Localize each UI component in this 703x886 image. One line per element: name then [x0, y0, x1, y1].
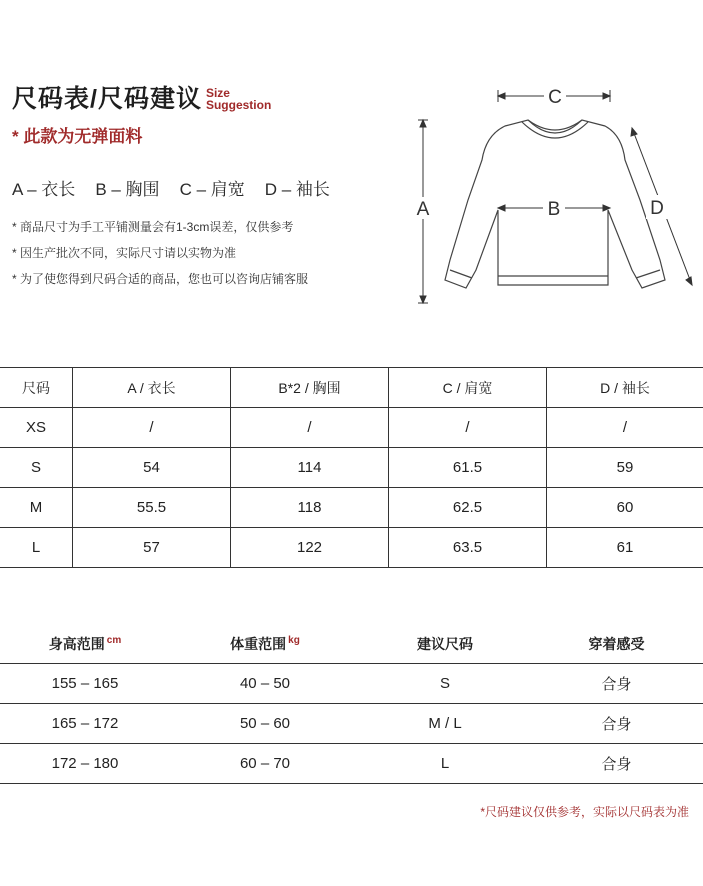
cell: /	[231, 408, 389, 448]
col-header-b: B*2 / 胸围	[231, 368, 389, 408]
footnote: *尺码建议仅供参考，实际以尺码表为准	[480, 805, 689, 819]
recommendation-header	[0, 624, 703, 664]
diagram-label-b: B	[547, 199, 561, 220]
table-row	[0, 664, 703, 704]
col-header-d: D / 袖长	[547, 368, 703, 408]
cell: 165 – 172	[0, 704, 170, 744]
cell: 50 – 60	[170, 704, 360, 744]
cell: L	[360, 744, 530, 784]
table-row	[0, 704, 703, 744]
cell: 61	[547, 528, 703, 568]
cell: 合身	[530, 664, 703, 704]
note-1: * 商品尺寸为手工平铺测量会有1-3cm误差，仅供参考	[12, 220, 294, 234]
col-header-fit: 穿着感受	[530, 624, 703, 664]
cell: 合身	[530, 704, 703, 744]
notes	[12, 218, 308, 296]
cell: 118	[231, 488, 389, 528]
cell: 122	[231, 528, 389, 568]
title-row	[12, 84, 271, 114]
page-title-english	[206, 87, 271, 111]
cell: 155 – 165	[0, 664, 170, 704]
col-header-weight	[170, 624, 360, 664]
cell: /	[389, 408, 547, 448]
cell: /	[547, 408, 703, 448]
table-row	[0, 448, 703, 488]
cell: 61.5	[389, 448, 547, 488]
cell: 114	[231, 448, 389, 488]
col-header-size: 尺码	[0, 368, 73, 408]
title-en-line2: Suggestion	[205, 98, 272, 112]
cell: 172 – 180	[0, 744, 170, 784]
note-2: * 因生产批次不同，实际尺寸请以实物为准	[12, 246, 237, 260]
table-row	[0, 408, 703, 448]
legend-d: D – 袖长	[264, 180, 330, 199]
col-header-recommended-size: 建议尺码	[360, 624, 530, 664]
col-header-c: C / 肩宽	[389, 368, 547, 408]
table-row	[0, 744, 703, 784]
fabric-note: * 此款为无弹面料	[12, 127, 143, 146]
cell: L	[0, 528, 73, 568]
legend-a: A – 衣长	[12, 180, 76, 199]
legend-c: C – 肩宽	[179, 180, 245, 199]
cell: 62.5	[389, 488, 547, 528]
cell: 57	[73, 528, 231, 568]
cell: S	[0, 448, 73, 488]
col-header-a: A / 衣长	[73, 368, 231, 408]
unit-cm: cm	[106, 634, 122, 646]
cell: M	[0, 488, 73, 528]
cell: 54	[73, 448, 231, 488]
diagram-label-a: A	[416, 199, 430, 220]
cell: XS	[0, 408, 73, 448]
size-recommendation-table	[0, 624, 703, 784]
cell: 40 – 50	[170, 664, 360, 704]
collar	[528, 120, 582, 133]
note-3: * 为了使您得到尺码合适的商品，您也可以咨询店铺客服	[12, 272, 309, 286]
diagram-label-d: D	[650, 198, 664, 219]
legend-b: B – 胸围	[95, 180, 160, 199]
sweater-measurement-diagram	[410, 80, 700, 320]
cell: 59	[547, 448, 703, 488]
col-header-height	[0, 624, 170, 664]
cell: 60	[547, 488, 703, 528]
cell: S	[360, 664, 530, 704]
cell: 合身	[530, 744, 703, 784]
cell: /	[73, 408, 231, 448]
page-title: 尺码表/尺码建议	[12, 85, 202, 113]
diagram-label-c: C	[548, 87, 562, 108]
measurement-legend	[12, 175, 330, 200]
cell: 55.5	[73, 488, 231, 528]
title-en-line1: Size	[205, 86, 230, 100]
table-row	[0, 528, 703, 568]
col-header-weight-label: 体重范围	[230, 635, 287, 652]
col-header-height-label: 身高范围	[48, 635, 105, 652]
size-table-header	[0, 368, 703, 408]
cell: M / L	[360, 704, 530, 744]
cell: 63.5	[389, 528, 547, 568]
unit-kg: kg	[288, 634, 300, 646]
size-table	[0, 367, 703, 568]
cell: 60 – 70	[170, 744, 360, 784]
table-row	[0, 488, 703, 528]
